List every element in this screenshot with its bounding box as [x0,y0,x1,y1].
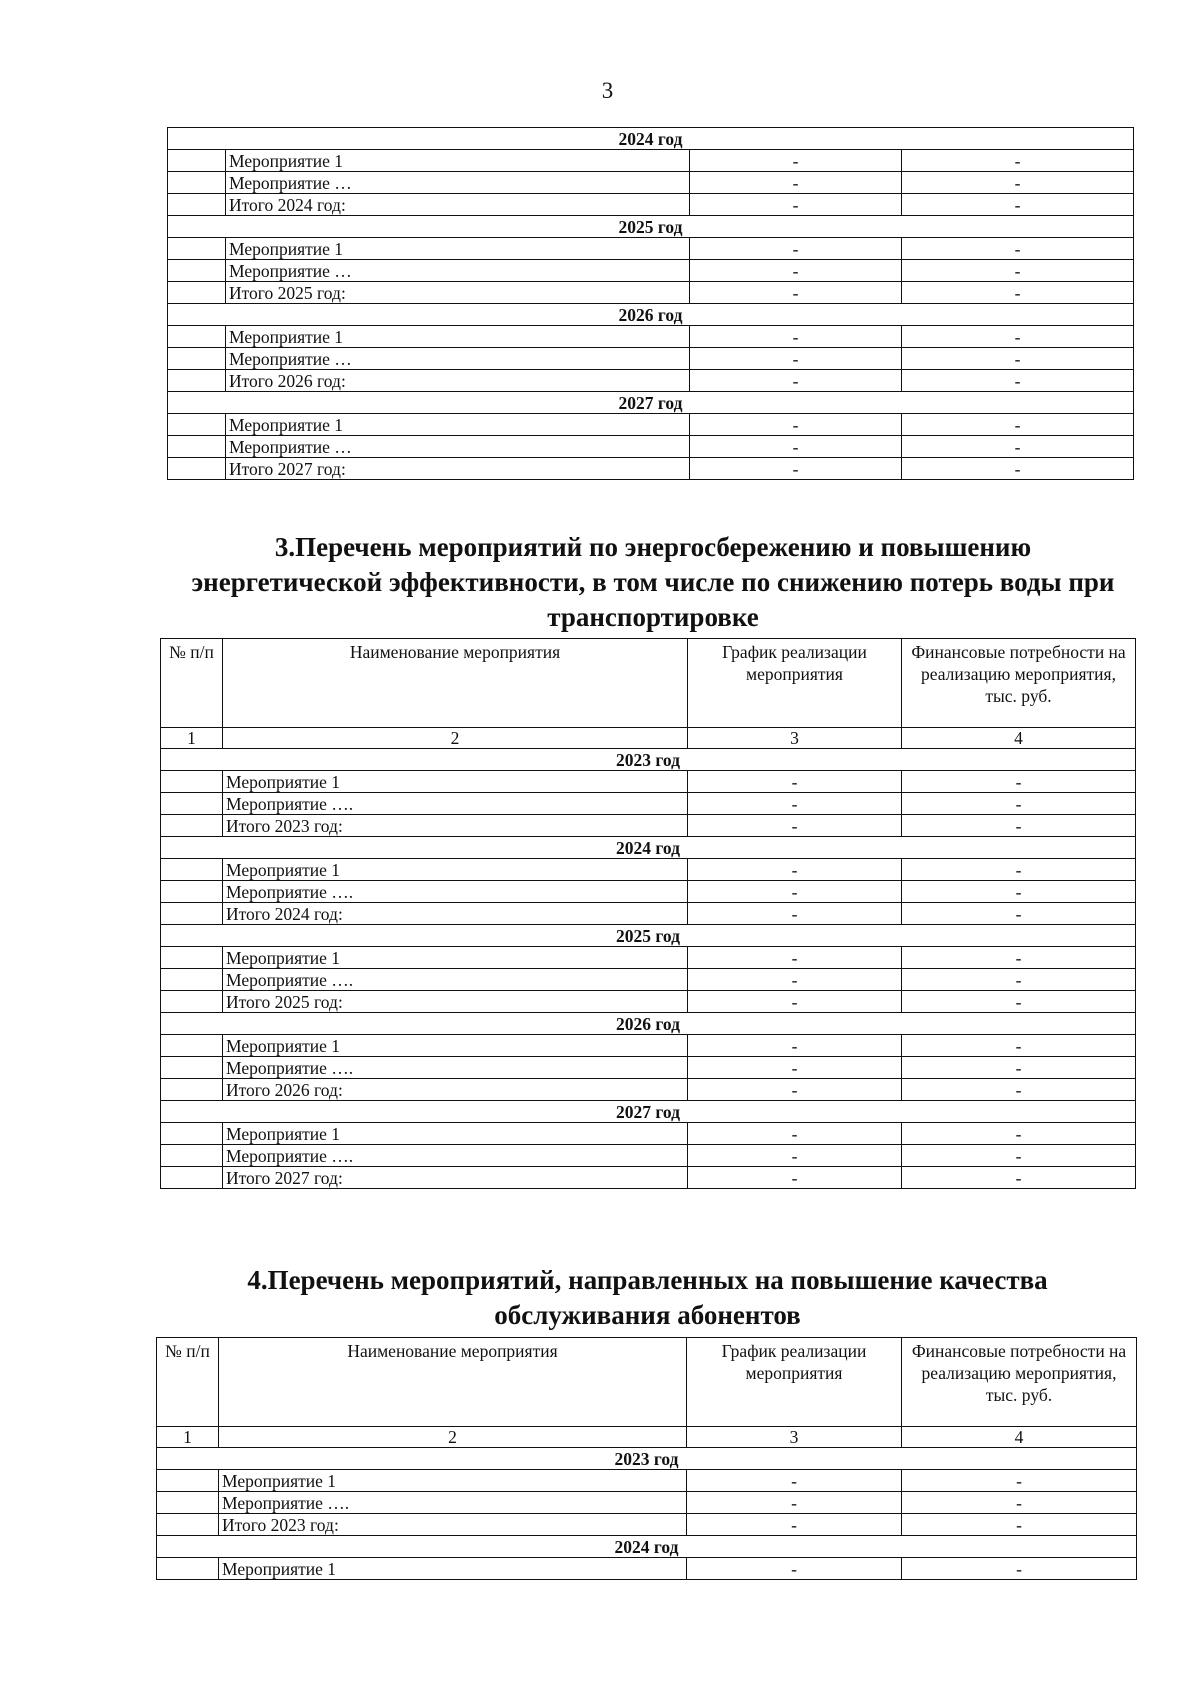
header-schedule: График реализации мероприятия [688,639,902,728]
total-row [168,458,1134,480]
finance-cell: - [902,436,1134,458]
year-row [161,1013,1136,1035]
schedule-cell: - [690,194,902,216]
row-number-cell [157,1558,219,1580]
finance-cell: - [902,150,1134,172]
table-row [161,1145,1136,1167]
year-row [161,837,1136,859]
page-number: 3 [601,78,614,103]
total-row [168,194,1134,216]
year-row [161,749,1136,771]
year-row [168,392,1134,414]
total-row [157,1514,1137,1536]
table-row [161,1035,1136,1057]
header-finance: Финансовые потребности на реализацию мероприятия, тыс. руб. [902,639,1136,728]
finance-cell: - [902,1035,1136,1057]
activity-name: Мероприятие … [226,260,690,282]
row-number-cell [168,370,226,392]
finance-cell: - [902,1167,1136,1189]
total-label: Итого 2023 год: [219,1514,687,1536]
schedule-cell: - [688,991,902,1013]
table-row [161,859,1136,881]
schedule-cell: - [687,1492,902,1514]
total-label: Итого 2025 год: [223,991,688,1013]
row-number-cell [168,150,226,172]
schedule-cell: - [690,414,902,436]
header-finance: Финансовые потребности на реализацию мероприятия, тыс. руб. [902,1338,1137,1427]
section-3-table [160,638,1136,1189]
row-number-cell [161,793,223,815]
column-number: 1 [157,1427,219,1448]
activity-name: Мероприятие 1 [223,771,688,793]
row-number-cell [168,436,226,458]
year-label: 2025 год [168,216,1134,238]
row-number-cell [161,1035,223,1057]
row-number-cell [157,1470,219,1492]
section-3-table-body [161,749,1136,1189]
finance-cell: - [902,881,1136,903]
table-row [168,414,1134,436]
activity-name: Мероприятие 1 [219,1558,687,1580]
column-number-row [161,728,1136,749]
finance-cell: - [902,1558,1137,1580]
column-number: 3 [687,1427,902,1448]
finance-cell: - [902,238,1134,260]
activity-name: Мероприятие …. [223,881,688,903]
finance-cell: - [902,793,1136,815]
header-name: Наименование мероприятия [223,639,688,728]
schedule-cell: - [690,172,902,194]
row-number-cell [168,238,226,260]
activity-name: Мероприятие … [226,436,690,458]
row-number-cell [157,1514,219,1536]
header-num: № п/п [161,639,223,728]
finance-cell: - [902,172,1134,194]
table-row [157,1492,1137,1514]
finance-cell: - [902,348,1134,370]
schedule-cell: - [688,947,902,969]
finance-cell: - [902,1057,1136,1079]
schedule-cell: - [688,793,902,815]
finance-cell: - [902,370,1134,392]
schedule-cell: - [690,260,902,282]
year-row [157,1448,1137,1470]
table-row [168,326,1134,348]
activity-name: Мероприятие 1 [219,1470,687,1492]
schedule-cell: - [690,238,902,260]
year-row [168,128,1134,150]
activity-name: Мероприятие …. [223,1145,688,1167]
row-number-cell [161,1057,223,1079]
activity-name: Мероприятие … [226,348,690,370]
column-number: 3 [688,728,902,749]
table-row [161,793,1136,815]
header-num: № п/п [157,1338,219,1427]
table-row [168,172,1134,194]
row-number-cell [161,881,223,903]
schedule-cell: - [690,326,902,348]
row-number-cell [161,903,223,925]
activity-name: Мероприятие 1 [226,238,690,260]
schedule-cell: - [690,436,902,458]
schedule-cell: - [690,282,902,304]
header-schedule: График реализации мероприятия [687,1338,902,1427]
year-row [161,925,1136,947]
total-row [168,282,1134,304]
row-number-cell [161,1079,223,1101]
year-label: 2024 год [157,1536,1137,1558]
schedule-cell: - [688,859,902,881]
total-label: Итого 2024 год: [223,903,688,925]
table-row [168,348,1134,370]
schedule-cell: - [690,150,902,172]
total-label: Итого 2023 год: [223,815,688,837]
table-row [157,1470,1137,1492]
activity-name: Мероприятие 1 [223,947,688,969]
column-number: 2 [223,728,688,749]
row-number-cell [168,348,226,370]
year-label: 2025 год [161,925,1136,947]
year-label: 2027 год [161,1101,1136,1123]
continued-table [167,127,1134,480]
column-number: 2 [219,1427,687,1448]
row-number-cell [161,969,223,991]
total-row [161,1167,1136,1189]
schedule-cell: - [690,458,902,480]
section-4-table [156,1337,1137,1580]
table-row [168,436,1134,458]
column-number: 1 [161,728,223,749]
column-number: 4 [902,1427,1137,1448]
section-4-title-line-1: 4.Перечень мероприятий, направленных на повышение качества [247,1265,1048,1295]
schedule-cell: - [687,1514,902,1536]
row-number-cell [161,1123,223,1145]
finance-cell: - [902,947,1136,969]
row-number-cell [168,194,226,216]
schedule-cell: - [688,969,902,991]
year-label: 2024 год [168,128,1134,150]
schedule-cell: - [688,1057,902,1079]
continued-table-body [168,128,1134,480]
table-row [161,1123,1136,1145]
table-row [161,947,1136,969]
schedule-cell: - [688,881,902,903]
table-row [161,881,1136,903]
schedule-cell: - [688,1167,902,1189]
total-label: Итого 2027 год: [226,458,690,480]
total-label: Итого 2024 год: [226,194,690,216]
row-number-cell [168,414,226,436]
activity-name: Мероприятие 1 [223,859,688,881]
schedule-cell: - [688,1145,902,1167]
finance-cell: - [902,991,1136,1013]
section-3-title [170,530,1136,635]
schedule-cell: - [688,1079,902,1101]
activity-name: Мероприятие …. [223,969,688,991]
table-row [168,150,1134,172]
schedule-cell: - [688,903,902,925]
finance-cell: - [902,194,1134,216]
total-row [161,1079,1136,1101]
row-number-cell [168,172,226,194]
finance-cell: - [902,815,1136,837]
total-label: Итого 2025 год: [226,282,690,304]
year-label: 2027 год [168,392,1134,414]
finance-cell: - [902,1079,1136,1101]
schedule-cell: - [687,1470,902,1492]
finance-cell: - [902,260,1134,282]
row-number-cell [168,458,226,480]
row-number-cell [161,1167,223,1189]
finance-cell: - [902,903,1136,925]
row-number-cell [168,260,226,282]
section-3-title-line-1: 3.Перечень мероприятий по энергосбережению и повышению [274,532,1032,562]
finance-cell: - [902,969,1136,991]
activity-name: Мероприятие … [226,172,690,194]
row-number-cell [161,815,223,837]
finance-cell: - [902,326,1134,348]
table-row [161,1057,1136,1079]
table-row [157,1558,1137,1580]
finance-cell: - [902,414,1134,436]
year-label: 2026 год [168,304,1134,326]
schedule-cell: - [688,815,902,837]
total-row [161,991,1136,1013]
row-number-cell [157,1492,219,1514]
schedule-cell: - [688,1035,902,1057]
finance-cell: - [902,458,1134,480]
section-3-title-line-2: энергетической эффективности, в том числе по снижению потерь воды при [191,567,1115,597]
row-number-cell [168,282,226,304]
table-row [161,969,1136,991]
finance-cell: - [902,771,1136,793]
total-label: Итого 2026 год: [226,370,690,392]
activity-name: Мероприятие 1 [223,1035,688,1057]
finance-cell: - [902,282,1134,304]
activity-name: Мероприятие 1 [223,1123,688,1145]
year-row [161,1101,1136,1123]
year-label: 2026 год [161,1013,1136,1035]
activity-name: Мероприятие 1 [226,150,690,172]
activity-name: Мероприятие …. [219,1492,687,1514]
schedule-cell: - [690,348,902,370]
table-row [168,238,1134,260]
column-number: 4 [902,728,1136,749]
row-number-cell [161,859,223,881]
activity-name: Мероприятие …. [223,793,688,815]
total-row [161,903,1136,925]
finance-cell: - [902,1470,1137,1492]
finance-cell: - [902,1123,1136,1145]
table-row [161,771,1136,793]
header-row [161,639,1136,728]
finance-cell: - [902,1492,1137,1514]
schedule-cell: - [688,771,902,793]
header-row [157,1338,1137,1427]
row-number-cell [161,991,223,1013]
row-number-cell [168,326,226,348]
activity-name: Мероприятие 1 [226,326,690,348]
row-number-cell [161,771,223,793]
total-row [161,815,1136,837]
section-4-title-line-2: обслуживания абонентов [494,1300,801,1330]
year-row [157,1536,1137,1558]
schedule-cell: - [688,1123,902,1145]
total-row [168,370,1134,392]
finance-cell: - [902,1145,1136,1167]
schedule-cell: - [687,1558,902,1580]
table-row [168,260,1134,282]
column-number-row [157,1427,1137,1448]
total-label: Итого 2026 год: [223,1079,688,1101]
row-number-cell [161,1145,223,1167]
year-label: 2024 год [161,837,1136,859]
finance-cell: - [902,1514,1137,1536]
year-row [168,216,1134,238]
schedule-cell: - [690,370,902,392]
total-label: Итого 2027 год: [223,1167,688,1189]
section-3-title-line-3: транспортировке [547,602,759,632]
activity-name: Мероприятие …. [223,1057,688,1079]
year-row [168,304,1134,326]
finance-cell: - [902,859,1136,881]
row-number-cell [161,947,223,969]
header-name: Наименование мероприятия [219,1338,687,1427]
activity-name: Мероприятие 1 [226,414,690,436]
year-label: 2023 год [161,749,1136,771]
section-4-title [160,1263,1135,1333]
section-4-table-body [157,1448,1137,1580]
year-label: 2023 год [157,1448,1137,1470]
